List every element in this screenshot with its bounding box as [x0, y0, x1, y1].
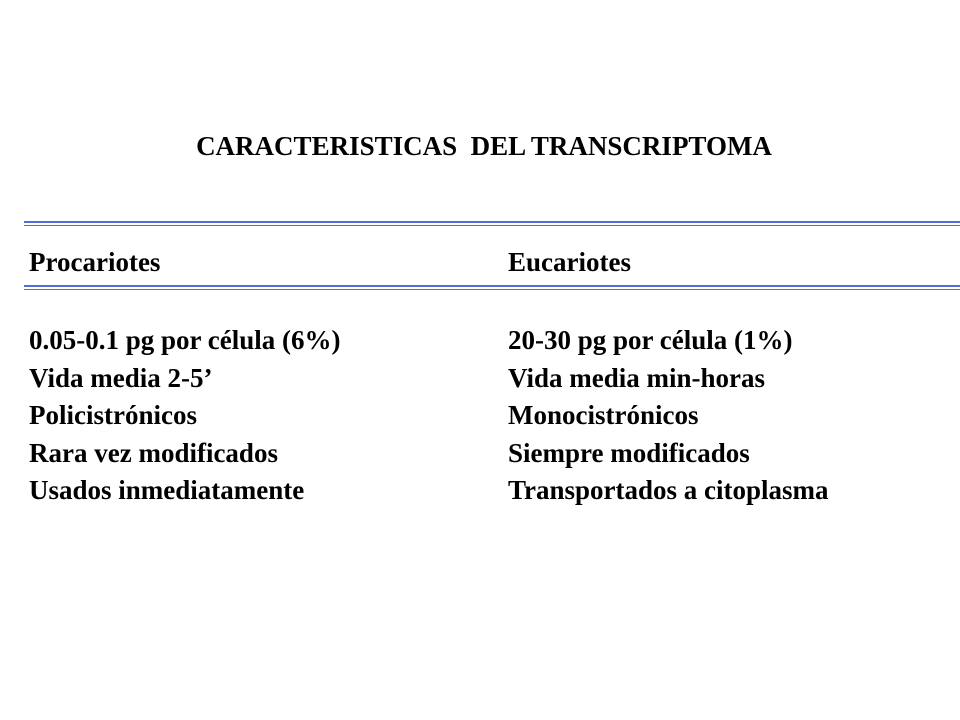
- eucariotes-item-modification: Siempre modificados: [508, 437, 750, 468]
- procariotes-item-cistronic: Policistrónicos: [29, 400, 197, 430]
- procariotes-item-modification: Rara vez modificados: [29, 437, 278, 468]
- eucariotes-item-half-life: Vida media min-horas: [508, 362, 766, 393]
- eucariotes-item-amount: 20-30 pg por célula (1%): [508, 325, 793, 355]
- procariotes-item-amount: 0.05-0.1 pg por célula (6%): [29, 325, 341, 355]
- header-procariotes: Procariotes: [29, 247, 161, 277]
- procariotes-list: [29, 322, 341, 510]
- procariotes-item-usage: Usados inmediatamente: [29, 475, 305, 505]
- eucariotes-item-cistronic: Monocistrónicos: [508, 400, 699, 430]
- header-divider: [24, 285, 960, 290]
- eucariotes-item-usage: Transportados a citoplasma: [508, 475, 829, 505]
- eucariotes-list: [508, 322, 829, 510]
- procariotes-item-half-life: Vida media 2-5’: [29, 362, 213, 393]
- slide-title: CARACTERISTICAS DEL TRANSCRIPTOMA: [196, 131, 772, 161]
- top-divider: [24, 221, 960, 226]
- header-eucariotes: Eucariotes: [508, 247, 631, 277]
